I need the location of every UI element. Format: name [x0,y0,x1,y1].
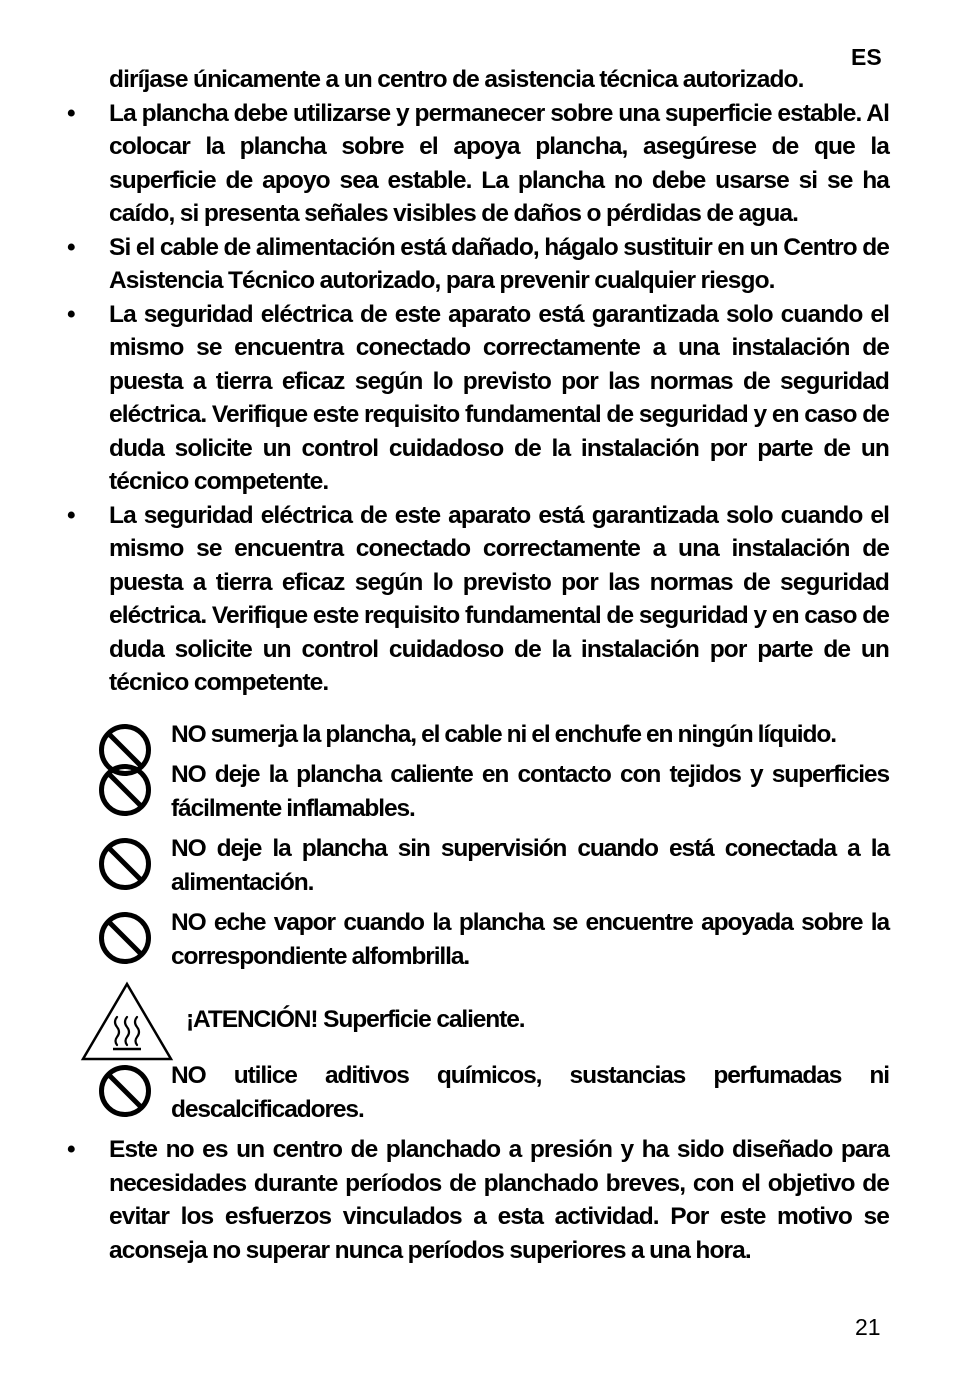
prohibition-icon [98,911,152,965]
bullet-text: Si el cable de alimentación está dañado, hágalo sustituir en un Centro de Asistencia Técnico autorizado, para prevenir cualquier riesgo. [109,233,889,294]
bullet-text: La seguridad eléctrica de este aparato está garantizada solo cuando el mismo se encuentra conectado correctamente a una instalación de puesta a tierra eficaz según lo previsto por las normas de seguridad eléctrica. Verifique este requisito fundamental de seguridad y en caso de duda solicite un control cuidadoso de la instalación por parte de un técnico competente. [109,501,889,696]
prohibition-icon [98,1064,152,1118]
bullet-item [67,231,889,298]
prohibition-icon [98,763,152,817]
bullet-marker: • [67,300,75,328]
warning-item [171,1059,889,1126]
bullet-marker: • [67,233,75,261]
warning-list [0,718,954,1127]
bullet-text: Este no es un centro de planchado a presión y ha sido diseñado para necesidades durante períodos de planchado breves, con el objetivo de evitar los esfuerzos vinculados a esta actividad. Por este motivo se aconseja no superar nunca períodos superiores a una hora. [109,1136,889,1264]
bullet-marker: • [67,1136,75,1163]
bullet-text: La plancha debe utilizarse y permanecer sobre una superficie estable. Al colocar la plancha sobre el apoya plancha, asegúrese de que la superficie de apoyo sea estable. La plancha no debe usarse si se ha caído, si presenta señales visibles de daños o pérdidas de agua. [109,99,889,227]
bullet-text: La seguridad eléctrica de este aparato está garantizada solo cuando el mismo se encuentra conectado correctamente a una instalación de puesta a tierra eficaz según lo previsto por las normas de seguridad eléctrica. Verifique este requisito fundamental de seguridad y en caso de duda solicite un control cuidadoso de la instalación por parte de un técnico competente. [109,300,889,495]
warning-text: NO deje la plancha caliente en contacto con tejidos y superficies fácilmente inflamables. [171,761,889,822]
intro-continuation: diríjase únicamente a un centro de asistencia técnica autorizado. [109,66,804,93]
page-content [0,63,954,1267]
bullet-item [67,499,889,700]
warning-text: NO utilice aditivos químicos, sustancias perfumadas ni descalcificadores. [171,1062,889,1123]
bullet-item [67,298,889,499]
bullet-marker: • [67,501,75,529]
hot-surface-warning-icon [80,981,174,1063]
warning-item [171,758,889,825]
caution-item [186,981,954,1059]
bullet-item [67,1133,889,1267]
warning-text: NO deje la plancha sin supervisión cuando está conectada a la alimentación. [171,835,889,896]
warning-item [171,718,889,752]
warning-text: NO sumerja la plancha, el cable ni el enchufe en ningún líquido. [171,720,836,748]
page-number: 21 [855,1314,881,1340]
bullet-marker: • [67,99,75,127]
language-code: ES [851,44,882,70]
warning-item [171,832,889,899]
prohibition-icon [98,837,152,891]
warning-item [171,906,889,973]
warning-text: NO eche vapor cuando la plancha se encuentre apoyada sobre la correspondiente alfombrilla. [171,909,889,970]
caution-text: ¡ATENCIÓN! Superficie caliente. [186,1006,525,1033]
bullet-item [67,97,889,231]
